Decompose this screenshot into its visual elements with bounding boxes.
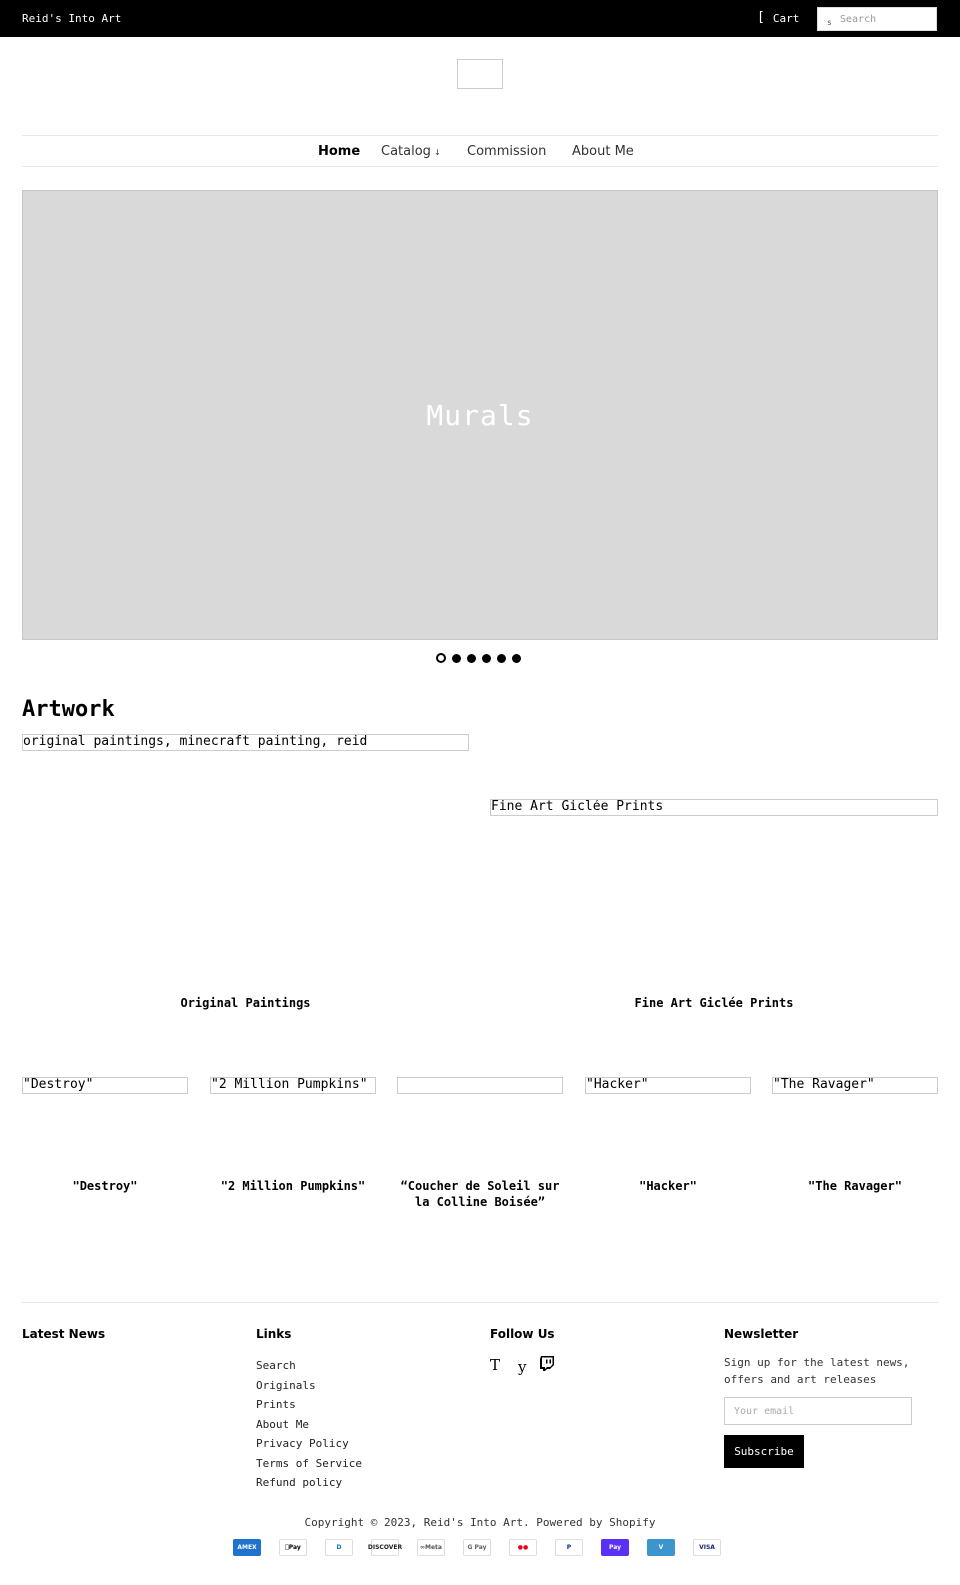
footer-link-originals[interactable]: Originals	[256, 1378, 316, 1392]
newsletter-description: Sign up for the latest news, offers and art releases	[724, 1356, 910, 1386]
meta-pay-icon: ∞Meta	[417, 1539, 445, 1556]
payment-icons	[233, 1539, 721, 1556]
top-bar	[0, 0, 960, 37]
cart-link[interactable]	[757, 12, 799, 25]
logo-image[interactable]	[457, 59, 503, 89]
twitch-icon[interactable]	[539, 1355, 555, 1375]
search-box[interactable]	[817, 7, 937, 31]
product-title[interactable]: "2 Million Pumpkins"	[220, 1179, 366, 1193]
slide-dot[interactable]	[512, 654, 521, 663]
slide-dot[interactable]	[482, 654, 491, 663]
product-image[interactable]	[397, 1077, 563, 1094]
product-title[interactable]: "Hacker"	[639, 1179, 697, 1193]
tumblr-icon[interactable]: T	[490, 1356, 501, 1374]
nav-item-catalog-label: Catalog	[381, 144, 431, 159]
footer-link-about-me[interactable]: About Me	[256, 1417, 309, 1431]
slide-dot[interactable]	[452, 654, 461, 663]
footer-link-search[interactable]: Search	[256, 1359, 296, 1372]
footer-heading-follow-us: Follow Us	[490, 1327, 555, 1341]
product-title[interactable]: “Coucher de Soleil sur la Colline Boisée”	[400, 1179, 560, 1209]
social-links	[490, 1354, 555, 1376]
slide-dot[interactable]	[467, 654, 476, 663]
youtube-icon[interactable]: y	[518, 1358, 527, 1376]
paypal-icon: P	[555, 1539, 583, 1556]
nav-item-catalog[interactable]	[381, 144, 441, 159]
venmo-icon: V	[647, 1539, 675, 1556]
footer-link-refund-policy[interactable]: Refund policy	[256, 1476, 343, 1489]
nav-item-commission[interactable]: Commission	[467, 144, 547, 159]
slideshow-pagination	[436, 653, 521, 663]
collection-image-originals[interactable]: original paintings, minecraft painting, reid	[22, 734, 469, 751]
hero-slideshow[interactable]	[22, 190, 938, 640]
collection-image-prints[interactable]: Fine Art Giclée Prints	[490, 799, 938, 816]
footer-link-privacy-policy[interactable]: Privacy Policy	[256, 1437, 349, 1450]
copyright-text: Copyright © 2023, Reid's Into Art. Powered by Shopify	[304, 1516, 656, 1529]
chevron-down-icon: ↓	[433, 148, 441, 157]
slide-dot[interactable]	[436, 653, 446, 663]
diners-club-icon: D	[325, 1539, 353, 1556]
slide-title: Murals	[426, 399, 534, 432]
product-title[interactable]: "The Ravager"	[808, 1179, 902, 1193]
footer-links-list	[256, 1356, 362, 1493]
shop-pay-icon: Pay	[601, 1539, 629, 1556]
cart-icon: [	[757, 10, 765, 25]
footer-link-prints[interactable]: Prints	[256, 1398, 296, 1411]
email-field[interactable]	[724, 1397, 912, 1425]
google-pay-icon: G Pay	[463, 1539, 491, 1556]
apple-pay-icon: Pay	[279, 1539, 307, 1556]
discover-icon: DISCOVER	[371, 1539, 399, 1556]
footer-link-terms-of-service[interactable]: Terms of Service	[256, 1456, 362, 1470]
search-input[interactable]	[840, 11, 934, 27]
product-image[interactable]: "Hacker"	[585, 1077, 751, 1094]
mastercard-icon: ●●	[509, 1539, 537, 1556]
cart-label: Cart	[772, 12, 800, 25]
product-title[interactable]: "Destroy"	[72, 1179, 138, 1193]
nav-item-about-me[interactable]: About Me	[572, 144, 634, 159]
twitch-icon-graphic	[539, 1355, 555, 1371]
slide-dot[interactable]	[497, 654, 506, 663]
footer-heading-links: Links	[256, 1327, 292, 1341]
collection-link-originals[interactable]: Original Paintings	[180, 996, 311, 1010]
product-image[interactable]: "Destroy"	[22, 1077, 188, 1094]
section-title-artwork: Artwork	[22, 697, 115, 722]
footer-heading-latest-news: Latest News	[22, 1327, 106, 1341]
site-name-link[interactable]: Reid's Into Art	[22, 12, 122, 25]
visa-icon: VISA	[693, 1539, 721, 1556]
footer-heading-newsletter: Newsletter	[724, 1327, 799, 1341]
subscribe-button[interactable]: Subscribe	[724, 1435, 804, 1468]
american-express-icon: AMEX	[233, 1539, 261, 1556]
product-image[interactable]: "2 Million Pumpkins"	[210, 1077, 376, 1094]
collection-link-prints[interactable]: Fine Art Giclée Prints	[634, 996, 794, 1010]
search-icon: s	[827, 18, 832, 27]
product-image[interactable]: "The Ravager"	[772, 1077, 938, 1094]
footer-divider	[22, 1302, 938, 1303]
main-navigation	[22, 135, 938, 167]
nav-item-home[interactable]: Home	[318, 144, 361, 159]
